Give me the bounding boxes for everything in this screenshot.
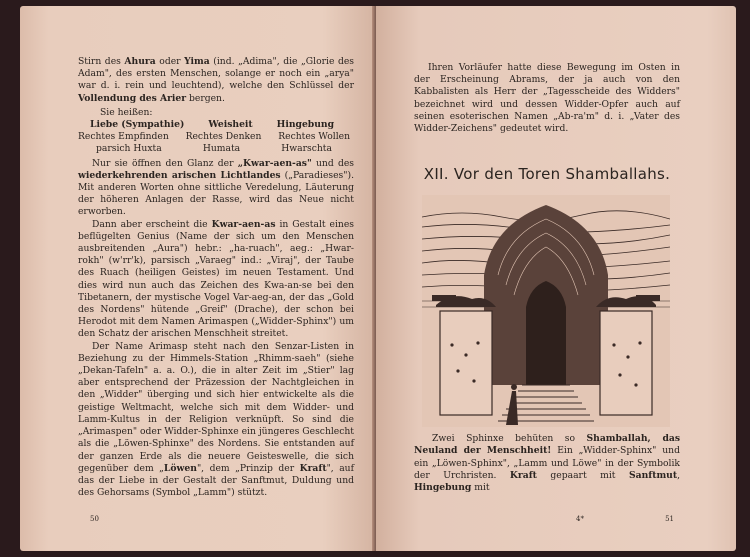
left-paragraph-4: Der Name Arimasp steht nach den Senzar-Listen in Beziehung zu der Himmels-Station „Rhimm-saeh" (siehe „Dekan-Tafeln" a. a. O.), die in alter Zeit im „Stier" lag aber entsprechend der Präzession der Nachtgleichen in den „Widder" überging und sich hier entwickelte als die geistige Weltmacht, welche sich mit dem Widder- und Lamm-Kultus in der Religion verknüpft. So sind die „Arimaspen" oder Widder-Sphinxe ein jüngeres Geschlecht als die „Löwen-Sphinxe" des Nordens. Sie entstanden auf der ganzen Erde als die neuere Geisteswelle, die sich gegenüber dem „Löwen", dem „Prinzip der Kraft", auf das der Liebe in der Gestalt der Sanftmut, Duldung und des Gehorsams (Symbol „Lamm") stützt. <box>78 340 354 499</box>
virtues-row-2: parsich Huxta Humata Hwarschta <box>96 143 332 155</box>
caption-block <box>414 433 680 494</box>
virtues-intro: Sie heißen: <box>100 106 153 118</box>
virtues-row-1: Rechtes Empfinden Rechtes Denken Rechtes Wollen <box>78 131 350 143</box>
left-page-number: 50 <box>90 515 99 523</box>
open-book <box>6 6 744 551</box>
left-paragraph-1: Stirn des Ahura oder Yima (ind. „Adima", die „Glorie des Adam", des ersten Menschen, solange er noch ein „arya" war d. i. rein und leuchtend), welche den Schlüssel der Vollendung des Arier bergen. <box>78 56 354 104</box>
left-paragraph-3: Dann aber erscheint die Kwar-aen-as in Gestalt eines beflügelten Genius (Name der sich um den Menschen ausbreitenden „Aura") hebr.: „ha-ruach", aeg.: „Hwar-rokh" (w'rr'k), parsisch „Varaeg" ind.: „Viraj", der Taube des Ruach (heiligen Geistes) im neuen Testament. Und dies wird nun auch das Zeichen des Kwa-an-se bei den Tibetanern, der mystische Vogel Var-aeg-an, der das „Gold des Nordens" hütende „Greif" (Drache), der schon bei Herodot mit dem Namen Arimaspen („Widder-Sphinx") um den Schatz der arischen Menschheit streitet. <box>78 218 354 340</box>
right-page-number: 51 <box>665 515 674 523</box>
right-paragraph-1: Ihren Vorläufer hatte diese Bewegung im Osten in der Erscheinung Abrams, der ja auch von den Kabbalisten als Herr der „Tagesscheide des Widders" bezeichnet wird und dessen Widder-Opfer auch auf seinen esoterischen Namen „Ab-ra'm" d. i. „Vater des Widder-Zeichens" gedeutet wird. <box>414 62 680 135</box>
shamballah-gate-icon <box>422 195 670 427</box>
virtues-header-row: Liebe (Sympathie) Weisheit Hingebung <box>90 119 334 131</box>
right-page <box>376 6 736 551</box>
virtues-table <box>78 107 354 156</box>
caption-paragraph: Zwei Sphinxe behüten so Shamballah, das Neuland der Menschheit! Ein „Widder-Sphinx" und ein „Löwen-Sphinx", „Lamm und Löwe" in der Symbolik der Urchristen. Kraft gepaart mit Sanftmut, Hingebung mit <box>414 433 681 494</box>
chapter-title: XII. Vor den Toren Shamballahs. <box>423 165 671 184</box>
left-page <box>20 6 376 551</box>
left-paragraph-2: Nur sie öffnen den Glanz der „Kwar-aen-as" und des wiederkehrenden arischen Lichtlandes („Paradieses"). Mit anderen Worten ohne sittliche Veredelung, Läuterung der höheren Anlagen der Rasse, wird das Neue nicht erworben. <box>78 157 355 218</box>
signature-mark: 4* <box>576 515 584 523</box>
